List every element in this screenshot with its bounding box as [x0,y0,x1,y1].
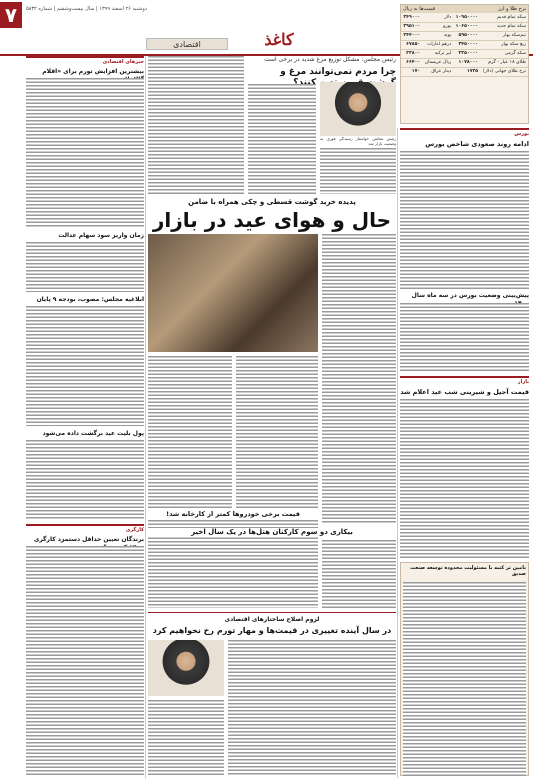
top-headline: چرا مردم نمی‌توانند مرغ و [280,67,396,77]
section-tag: اقتصادی [146,38,228,50]
column-divider [145,56,146,778]
rate-label: ریال عربستان [422,58,453,67]
right-rule [400,128,529,130]
rates-row [401,67,528,76]
right-body2 [400,303,529,373]
rate-label: نرخ طلای جهانی (دلار) [480,67,528,76]
rate-value: ۳۴۵۰۰۰۰ [453,40,480,49]
mid-h2: بیکاری دو سوم کارکنان هتل‌ها در یک سال اخیر [148,528,396,537]
rate-label: لیر ترکیه [422,49,453,58]
right-h2: پیش‌بینی وضعیت بورس در سه ماه سال [411,292,529,299]
mid-body2 [322,540,396,608]
rate-label: سکه گرمی [480,49,528,58]
left-body2 [26,242,144,292]
rate-label: نیم‌سکه بهار [480,31,528,40]
left-rule-2 [26,524,144,526]
left-h1: بیشترین افزایش تورم برای «اقلام [42,68,144,75]
rates-row [401,22,528,31]
left-h3: ابلاغیه مجلس: مصوب، بودجه ۹ پایان [36,296,144,303]
left-rule [26,56,144,58]
column-divider [397,128,398,778]
rate-label: پوند [422,31,453,40]
rate-label: طلای ۱۸ عیار - گرم [480,58,528,67]
top-body-col1 [248,84,316,194]
main-body-col3 [148,356,232,508]
rate-label: ربع سکه بهار [480,40,528,49]
top-caption: رئیس مجلس خواستار رسیدگی فوری به وضعیت بازار شد [320,137,396,146]
rate-value: ۳۴۴۰۰۰ [401,31,422,40]
issue-line: دوشنبه ۲۶ اسفند ۱۳۹۹ | سال بیست‌وششم | شماره ۵۸۳۲ [26,6,147,12]
left-section: خبرهای اقتصادی [102,59,144,65]
right-body1 [400,151,529,291]
rate-label: یورو [422,22,453,31]
rates-title-right: نرخ طلا و ارز [498,6,526,12]
rates-row [401,58,528,67]
rates-table [401,13,528,77]
rates-row [401,40,528,49]
rate-label: درهم امارات [422,40,453,49]
rate-value: ۲۹۵۱۰۰ [401,22,422,31]
main-headline: حال و هوای عید در بازار [152,208,392,232]
top-body-col2 [148,56,244,194]
page-number: ۷ [0,2,22,28]
mid-h1: قیمت برخی خودروها کمتر از کارخانه شد! [166,510,300,518]
left-body5 [26,546,144,776]
rate-value: ۲۲۵۰۰۰۰ [453,49,480,58]
rate-value: ۱۷۰ [401,67,422,76]
right-h1: ادامه روند صعودی شاخص بورس [425,140,529,148]
official-portrait [320,82,396,136]
right-body3 [400,399,529,559]
right-section: بورس [514,131,529,137]
left-body1 [26,78,144,228]
mid-body3 [228,640,396,776]
left-h4: پول بلیت عید برگشت داده می‌شود [42,430,144,437]
mid-h4: در سال آینده تغییری در قیمت‌ها و مهار تورم رخ نخواهیم کرد [152,626,392,635]
main-kicker: پدیده خرید گوشت قسطی و چکی همراه با ضامن [188,198,356,206]
right-h3: قیمت آجیل و شیرینی شب عید اعلام شد [400,388,529,396]
rate-label: دلار [422,13,453,22]
left-h2: زمان واریز سود سهام عدالت [58,232,144,239]
rate-value: ۱۰۶۵۰۰۰۰ [453,22,480,31]
left-section-2: کارگری [125,527,144,533]
rate-value: ۱۰۷۸۰۰۰ [453,58,480,67]
right-rule-2 [400,376,529,378]
rate-value: ۶۷۸۵۰ [401,40,422,49]
rate-value: ۲۴۹۰۰۰ [401,13,422,22]
rates-row [401,49,528,58]
notice-title: نامین ثر کتبه با مسئولیت محدودة توسعه صنعت صدیق [410,565,526,578]
notice-body [403,582,526,778]
notice-box [400,562,529,776]
main-body-col2 [236,356,318,508]
left-h6: برندگان تعیین حداقل دستمزد کارگری [33,536,144,543]
newspaper-logo: کاغذ [264,30,294,49]
top-kicker: رئیس مجلس: مشکل توزیع مرغ شدید در برخی است [264,56,396,63]
left-body3 [26,306,144,426]
rate-label: سکه تمام قدیم [480,13,528,22]
rate-value: ۳۳۸۰۰ [401,49,422,58]
mid-h3: لزوم اصلاح ساختارهای اقتصادی [224,616,320,623]
rates-row [401,31,528,40]
rates-title-left: قیمت‌ها به ریال [403,6,436,12]
rates-row [401,13,528,22]
main-body-col1 [322,234,396,524]
rate-value: ۱۰۹۵۰۰۰۰ [453,13,480,22]
mid-body4 [148,700,224,776]
top-body-col3 [320,148,396,194]
rates-box [400,4,529,124]
rate-label: دینار عراق [422,67,453,76]
right-section-2: بازار [517,379,529,385]
market-photo [148,234,318,352]
rate-value: ۶۶۴۰۰ [401,58,422,67]
rate-value: ۵۹۵۰۰۰۰ [453,31,480,40]
mid-rule [148,612,396,613]
left-body4 [26,440,144,520]
expert-portrait [148,640,224,696]
rate-label: سکه تمام جدید [480,22,528,31]
rate-value: ۱۷۳۵ [453,67,480,76]
